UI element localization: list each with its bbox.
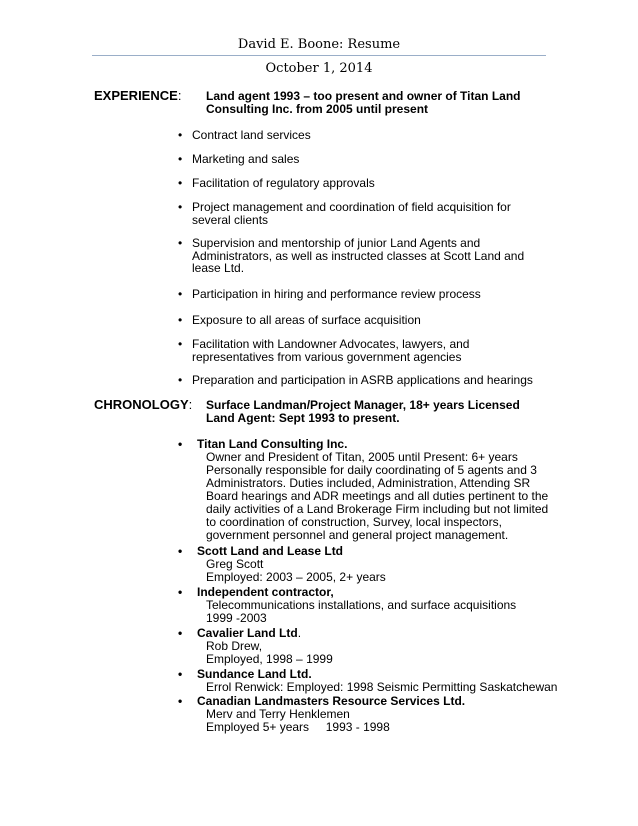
bullet: • — [178, 667, 183, 681]
employer-title: Independent contractor, — [197, 585, 334, 599]
experience-heading: EXPERIENCE: — [94, 88, 182, 103]
header-rule — [92, 55, 546, 56]
experience-item: Supervision and mentorship of junior Land Agents and Administrators, as well as instructed classes at Scott Land and lease Ltd. — [192, 236, 525, 275]
bullet: • — [178, 200, 183, 214]
employer-title: Scott Land and Lease Ltd — [197, 544, 344, 558]
bullet: • — [178, 437, 183, 451]
bullet: • — [178, 544, 183, 558]
employer-detail: 1999 -2003 — [206, 611, 267, 625]
bullet: • — [178, 313, 183, 327]
employer-title: Titan Land Consulting Inc. — [197, 437, 348, 451]
experience-item: Project management and coordination of field acquisition for several clients — [192, 200, 511, 227]
employer-detail: Merv and Terry Henklemen — [206, 707, 350, 721]
employer-detail: Employed, 1998 – 1999 — [206, 652, 333, 666]
bullet: • — [178, 176, 183, 190]
bullet: • — [178, 152, 183, 166]
experience-item: Marketing and sales — [192, 152, 300, 166]
employer-title: Sundance Land Ltd. — [197, 667, 312, 681]
employer-detail: Personally responsible for daily coordinating of 5 agents and 3 — [206, 463, 537, 477]
bullet: • — [178, 337, 183, 351]
employer-detail: government personnel and general project management. — [206, 528, 509, 542]
experience-item: Participation in hiring and performance review process — [192, 287, 481, 301]
employer-detail: Administrators. Duties included, Administration, Attending SR — [206, 476, 531, 490]
employer-detail: Board hearings and ADR meetings and all duties pertinent to the — [206, 489, 549, 503]
employer-title: Cavalier Land Ltd. — [197, 626, 302, 640]
employer-detail: daily activities of a Land Brokerage Firm including but not limited — [206, 502, 549, 516]
employer-detail: Employed: 2003 – 2005, 2+ years — [206, 570, 386, 584]
employer-detail: Errol Renwick: Employed: 1998 Seismic Permitting Saskatchewan — [206, 680, 558, 694]
bullet: • — [178, 128, 183, 142]
chronology-summary: Surface Landman/Project Manager, 18+ years Licensed Land Agent: Sept 1993 to present. — [206, 398, 520, 425]
employer-detail: Rob Drew, — [206, 639, 263, 653]
header-date: October 1, 2014 — [265, 61, 373, 76]
chronology-heading: CHRONOLOGY: — [94, 397, 193, 412]
experience-summary: Land agent 1993 – too present and owner of Titan Land Consulting Inc. from 2005 until present — [206, 89, 521, 116]
bullet: • — [178, 585, 183, 599]
experience-item: Facilitation of regulatory approvals — [192, 176, 375, 190]
bullet: • — [178, 626, 183, 640]
employer-detail: Owner and President of Titan, 2005 until Present: 6+ years — [206, 450, 518, 464]
bullet: • — [178, 236, 183, 250]
employer-detail: Telecommunications installations, and surface acquisitions — [206, 598, 517, 612]
employer-detail: to coordination of construction, Survey, local inspectors, — [206, 515, 502, 529]
bullet: • — [178, 694, 183, 708]
bullet: • — [178, 287, 183, 301]
experience-item: Exposure to all areas of surface acquisition — [192, 313, 421, 327]
header-name: David E. Boone: Resume — [237, 37, 401, 52]
employer-detail: Greg Scott — [206, 557, 264, 571]
experience-item: Contract land services — [192, 128, 311, 142]
experience-item: Preparation and participation in ASRB applications and hearings — [192, 373, 533, 387]
employer-detail: Employed 5+ years 1993 - 1998 — [206, 720, 390, 734]
employer-title: Canadian Landmasters Resource Services Ltd. — [197, 694, 466, 708]
bullet: • — [178, 373, 183, 387]
experience-item: Facilitation with Landowner Advocates, lawyers, and representatives from various government agencies — [192, 337, 470, 364]
